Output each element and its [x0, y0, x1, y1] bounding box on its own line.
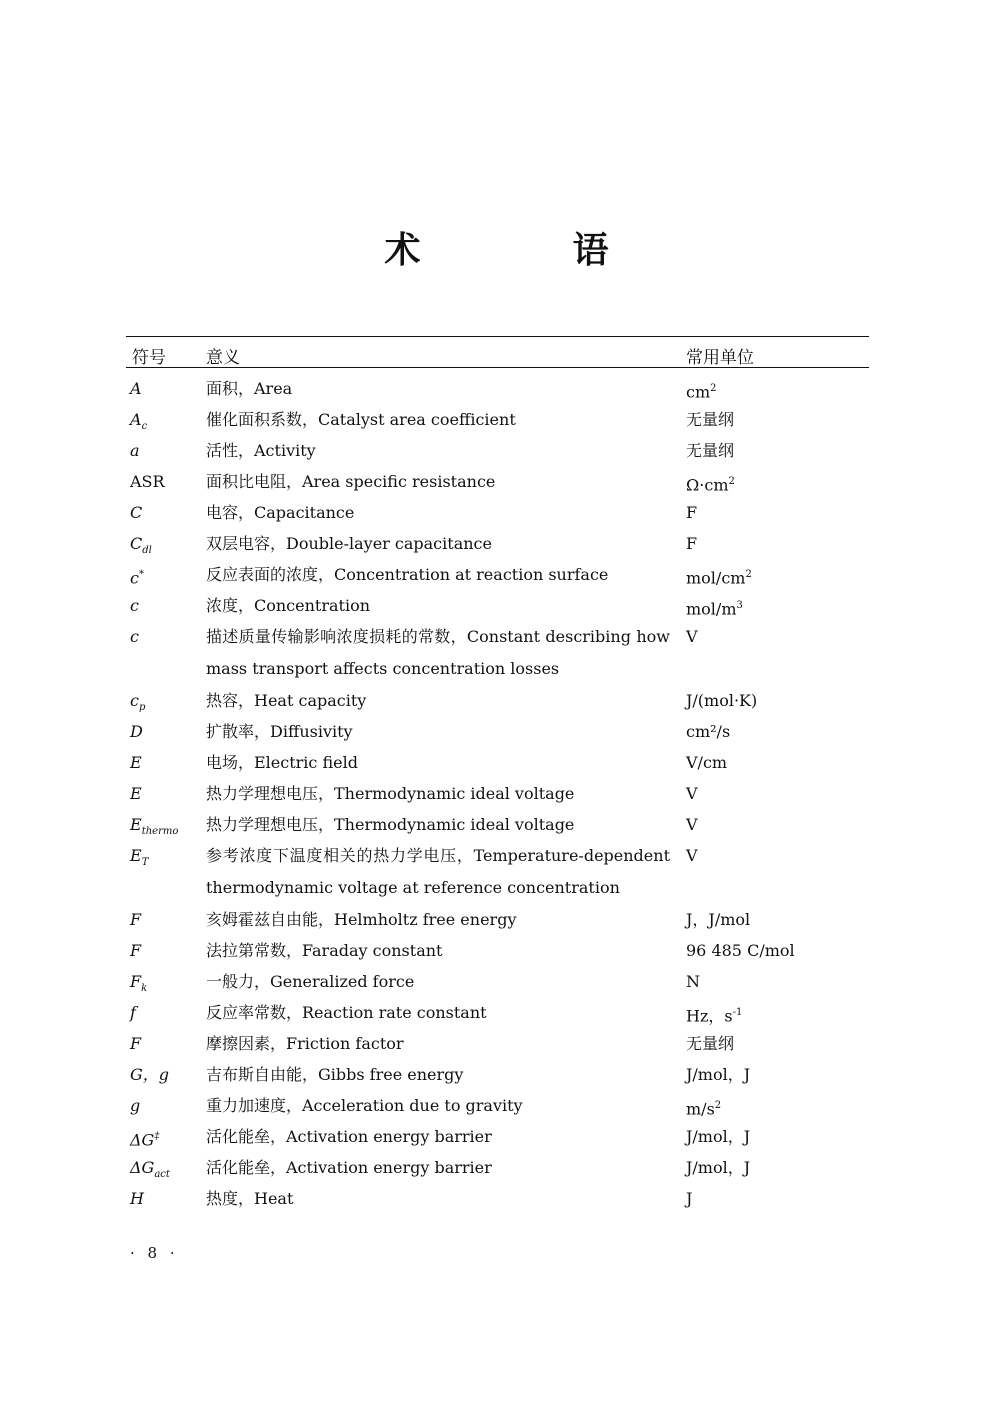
unit-cell	[686, 778, 866, 809]
unit-text: Ω·cm	[686, 475, 729, 495]
table-row	[0, 935, 993, 966]
meaning-cell: 反应率常数，Reaction rate constant	[206, 1003, 487, 1022]
symbol-cell	[130, 1183, 200, 1214]
meaning-cell: 反应表面的浓度，Concentration at reaction surface	[206, 565, 609, 584]
table-row	[0, 747, 993, 778]
meaning-cell: 亥姆霍兹自由能，Helmholtz free energy	[206, 910, 517, 929]
meaning-cell: 描述质量传输影响浓度损耗的常数，Constant describing how mass transport affects concentration losses	[206, 627, 670, 678]
unit-cell	[686, 716, 866, 747]
meaning-cell: 热容，Heat capacity	[206, 691, 367, 710]
symbol-text: g	[130, 1096, 141, 1115]
page-title: 术 语	[384, 229, 667, 271]
symbol-text: c	[130, 691, 139, 710]
table-row	[0, 716, 993, 747]
unit-text: 无量纲	[686, 1034, 735, 1053]
table-row	[0, 528, 993, 559]
symbol-cell	[130, 997, 200, 1028]
meaning-cell: 双层电容，Double-layer capacitance	[206, 534, 492, 553]
symbol-text: E	[130, 753, 142, 772]
table-row	[0, 1152, 993, 1183]
symbol-superscript: *	[138, 569, 144, 580]
symbol-text: F	[130, 972, 142, 991]
table-row	[0, 966, 993, 997]
header-unit: 常用单位	[686, 348, 754, 368]
unit-cell	[686, 1183, 866, 1214]
symbol-text: ΔG	[130, 1130, 155, 1150]
meaning-cell: 浓度，Concentration	[206, 596, 371, 615]
unit-cell	[686, 1028, 866, 1059]
symbol-subscript: c	[141, 421, 148, 433]
meaning-cell: 活性，Activity	[206, 441, 316, 460]
unit-cell	[686, 904, 866, 935]
unit-text: J/mol，J	[686, 1127, 751, 1146]
symbol-text: F	[130, 1034, 142, 1053]
symbol-text: H	[130, 1189, 144, 1208]
meaning-cell: 扩散率，Diffusivity	[206, 722, 353, 741]
symbol-text: E	[130, 784, 142, 803]
symbol-cell	[130, 840, 200, 878]
unit-superscript: 2	[745, 569, 752, 580]
header-symbol: 符号	[132, 348, 166, 368]
unit-cell	[686, 1121, 866, 1152]
unit-text: J	[686, 1189, 693, 1208]
unit-cell	[686, 466, 866, 500]
meaning-cell: 电场，Electric field	[206, 753, 358, 772]
table-row	[0, 435, 993, 466]
unit-text: J/mol，J	[686, 1158, 751, 1177]
symbol-text: A	[130, 379, 142, 398]
symbol-text: f	[130, 1003, 136, 1022]
unit-cell	[686, 404, 866, 435]
symbol-cell	[130, 1090, 200, 1121]
page-number: · 8 ·	[130, 1244, 179, 1262]
table-header-rule	[126, 367, 869, 368]
table-row	[0, 1028, 993, 1059]
symbol-cell	[130, 904, 200, 935]
symbol-text: D	[130, 722, 143, 741]
meaning-cell: 一般力，Generalized force	[206, 972, 415, 991]
symbol-subscript: dl	[142, 545, 152, 557]
unit-cell	[686, 997, 866, 1031]
table-row	[0, 497, 993, 528]
table-row	[0, 1059, 993, 1090]
table-row	[0, 621, 993, 685]
unit-text: V/cm	[686, 753, 728, 772]
meaning-cell: 电容，Capacitance	[206, 503, 355, 522]
unit-text: m/s	[686, 1099, 715, 1119]
unit-text: N	[686, 972, 700, 991]
symbol-cell	[130, 935, 200, 966]
symbol-subscript: act	[154, 1169, 170, 1181]
table-row	[0, 1090, 993, 1121]
symbol-cell	[130, 435, 200, 466]
unit-cell	[686, 685, 866, 716]
meaning-cell: 热力学理想电压，Thermodynamic ideal voltage	[206, 784, 575, 803]
unit-cell	[686, 1059, 866, 1090]
symbol-text: F	[130, 910, 142, 929]
symbol-cell	[130, 747, 200, 778]
table-row	[0, 904, 993, 935]
unit-cell	[686, 559, 866, 593]
table-row	[0, 840, 993, 904]
unit-cell	[686, 590, 866, 624]
table-row	[0, 685, 993, 716]
symbol-cell	[130, 373, 200, 404]
unit-text: 无量纲	[686, 441, 735, 460]
unit-text: J，J/mol	[686, 910, 751, 929]
meaning-cell: 热力学理想电压，Thermodynamic ideal voltage	[206, 815, 575, 834]
symbol-text: C	[130, 534, 143, 553]
table-row	[0, 997, 993, 1028]
meaning-cell: 面积，Area	[206, 379, 293, 398]
unit-text: V	[686, 784, 698, 803]
table-row	[0, 809, 993, 840]
symbol-text: E	[130, 815, 142, 834]
symbol-cell	[130, 466, 200, 497]
unit-cell	[686, 1090, 866, 1124]
meaning-cell: 热度，Heat	[206, 1189, 294, 1208]
unit-cell	[686, 435, 866, 466]
symbol-cell	[130, 497, 200, 528]
meaning-cell: 摩擦因素，Friction factor	[206, 1034, 404, 1053]
unit-text: Hz，s	[686, 1006, 733, 1026]
unit-cell	[686, 747, 866, 778]
symbol-text: ASR	[130, 472, 165, 491]
symbol-text: c	[130, 627, 139, 646]
unit-cell	[686, 621, 866, 652]
header-meaning: 意义	[206, 348, 240, 368]
unit-cell	[686, 373, 866, 407]
symbol-subscript: p	[138, 702, 146, 714]
unit-cell	[686, 840, 866, 871]
unit-text: cm	[686, 382, 711, 402]
unit-text: J/(mol·K)	[686, 691, 758, 710]
symbol-text: ΔG	[130, 1158, 155, 1177]
unit-cell	[686, 809, 866, 840]
table-header	[0, 343, 993, 367]
symbol-text: c	[130, 568, 139, 588]
table-top-rule	[126, 336, 869, 337]
unit-text: 无量纲	[686, 410, 735, 429]
symbol-subscript: thermo	[141, 826, 179, 838]
symbol-cell	[130, 590, 200, 621]
unit-cell	[686, 935, 866, 966]
meaning-cell: 重力加速度，Acceleration due to gravity	[206, 1096, 523, 1115]
table-row	[0, 466, 993, 497]
table-row	[0, 559, 993, 590]
symbol-cell	[130, 1059, 200, 1090]
table-row	[0, 1183, 993, 1214]
unit-superscript: 2	[728, 476, 735, 487]
unit-superscript: 2	[714, 1100, 722, 1111]
meaning-cell: 吉布斯自由能，Gibbs free energy	[206, 1065, 464, 1084]
symbol-cell	[130, 778, 200, 809]
unit-text: F	[686, 534, 698, 553]
unit-superscript: -1	[732, 1007, 743, 1018]
unit-text: F	[686, 503, 698, 522]
symbol-subscript: T	[141, 857, 149, 869]
unit-text: V	[686, 815, 698, 834]
symbol-text: C	[130, 503, 143, 522]
unit-text: J/mol，J	[686, 1065, 751, 1084]
unit-text: 96 485 C/mol	[686, 941, 795, 960]
unit-text: cm²/s	[686, 722, 731, 741]
symbol-subscript: k	[141, 983, 148, 995]
unit-cell	[686, 1152, 866, 1183]
table-row	[0, 1121, 993, 1152]
meaning-cell: 参考浓度下温度相关的热力学电压，Temperature-dependent thermodynamic voltage at reference concentration	[206, 846, 670, 897]
symbol-cell	[130, 716, 200, 747]
table-row	[0, 778, 993, 809]
meaning-cell: 催化面积系数，Catalyst area coefficient	[206, 410, 516, 429]
table-row	[0, 404, 993, 435]
unit-cell	[686, 497, 866, 528]
symbol-text: c	[130, 596, 139, 615]
unit-superscript: 3	[736, 600, 743, 611]
symbol-text: F	[130, 941, 142, 960]
symbol-cell	[130, 1028, 200, 1059]
symbol-cell	[130, 559, 200, 593]
symbol-text: E	[130, 846, 142, 865]
unit-text: mol/m	[686, 599, 737, 619]
glossary-table-body	[0, 373, 993, 1214]
unit-cell	[686, 528, 866, 559]
symbol-text: G，g	[130, 1065, 170, 1084]
meaning-cell: 面积比电阻，Area specific resistance	[206, 472, 496, 491]
symbol-text: A	[130, 410, 142, 429]
table-row	[0, 373, 993, 404]
meaning-cell: 活化能垒，Activation energy barrier	[206, 1158, 492, 1177]
meaning-cell: 法拉第常数，Faraday constant	[206, 941, 443, 960]
unit-text: V	[686, 627, 698, 646]
symbol-cell	[130, 621, 200, 652]
symbol-cell	[130, 1121, 200, 1155]
unit-cell	[686, 966, 866, 997]
meaning-cell: 活化能垒，Activation energy barrier	[206, 1127, 492, 1146]
symbol-superscript: ‡	[154, 1131, 160, 1142]
unit-text: mol/cm	[686, 568, 746, 588]
unit-text: V	[686, 846, 698, 865]
symbol-text: a	[130, 441, 140, 460]
unit-superscript: 2	[710, 383, 717, 394]
table-row	[0, 590, 993, 621]
